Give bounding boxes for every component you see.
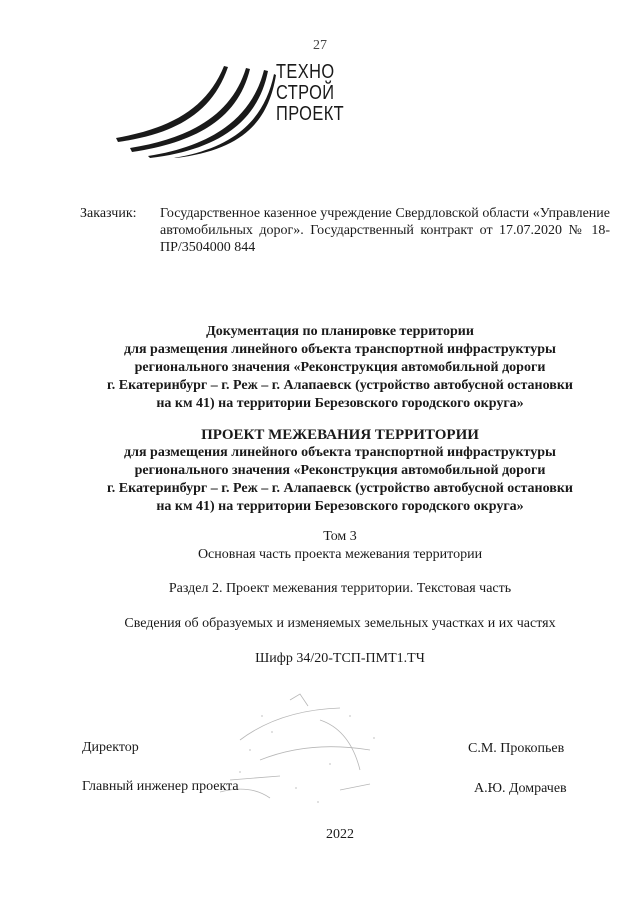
signature-role-chief-engineer: Главный инженер проекта xyxy=(82,779,239,794)
project-title-heading: ПРОЕКТ МЕЖЕВАНИЯ ТЕРРИТОРИИ xyxy=(201,427,479,443)
section-title: Раздел 2. Проект межевания территории. Текстовая часть xyxy=(168,581,512,596)
signature-stamp xyxy=(200,680,420,820)
logo-line-2: СТРОЙ xyxy=(276,82,335,104)
customer-label: Заказчик: xyxy=(80,206,137,221)
company-logo-text xyxy=(276,62,344,125)
project-title-line-2: для размещения линейного объекта транспортной инфраструктуры xyxy=(124,445,556,460)
document-title xyxy=(60,323,620,413)
doc-title-line-3: регионального значения «Реконструкция автомобильной дороги xyxy=(134,360,546,375)
logo-line-1: ТЕХНО xyxy=(276,61,335,83)
signature-name-chief-engineer: А.Ю. Домрачев xyxy=(474,781,567,796)
signature-name-director: С.М. Прокопьев xyxy=(468,741,565,756)
year: 2022 xyxy=(326,827,354,842)
customer-text: Государственное казенное учреждение Свердловской области «Управление автомобильных дорог». Государственный контракт от 17.07.2020 № 18-ПР/3504000 844 xyxy=(160,206,610,255)
doc-title-line-4: г. Екатеринбург – г. Реж – г. Алапаевск (устройство автобусной остановки xyxy=(107,378,573,393)
volume-subtitle: Основная часть проекта межевания территории xyxy=(197,547,483,562)
subsection-title: Сведения об образуемых и изменяемых земельных участках и их частях xyxy=(124,616,556,631)
doc-title-line-5: на км 41) на территории Березовского городского округа» xyxy=(156,396,524,411)
page-number: 27 xyxy=(313,38,327,53)
doc-title-line-2: для размещения линейного объекта транспортной инфраструктуры xyxy=(124,342,556,357)
project-title-line-3: регионального значения «Реконструкция автомобильной дороги xyxy=(134,463,546,478)
logo-line-3: ПРОЕКТ xyxy=(276,103,345,125)
customer-block xyxy=(80,205,610,256)
volume: Том 3 xyxy=(323,529,357,544)
document-code: Шифр 34/20-ТСП-ПМТ1.ТЧ xyxy=(255,651,425,666)
project-title-line-4: г. Екатеринбург – г. Реж – г. Алапаевск (устройство автобусной остановки xyxy=(107,481,573,496)
project-title-line-5: на км 41) на территории Березовского городского округа» xyxy=(156,499,524,514)
doc-title-line-1: Документация по планировке территории xyxy=(206,324,474,339)
project-title xyxy=(60,426,620,516)
signature-role-director: Директор xyxy=(82,740,139,755)
